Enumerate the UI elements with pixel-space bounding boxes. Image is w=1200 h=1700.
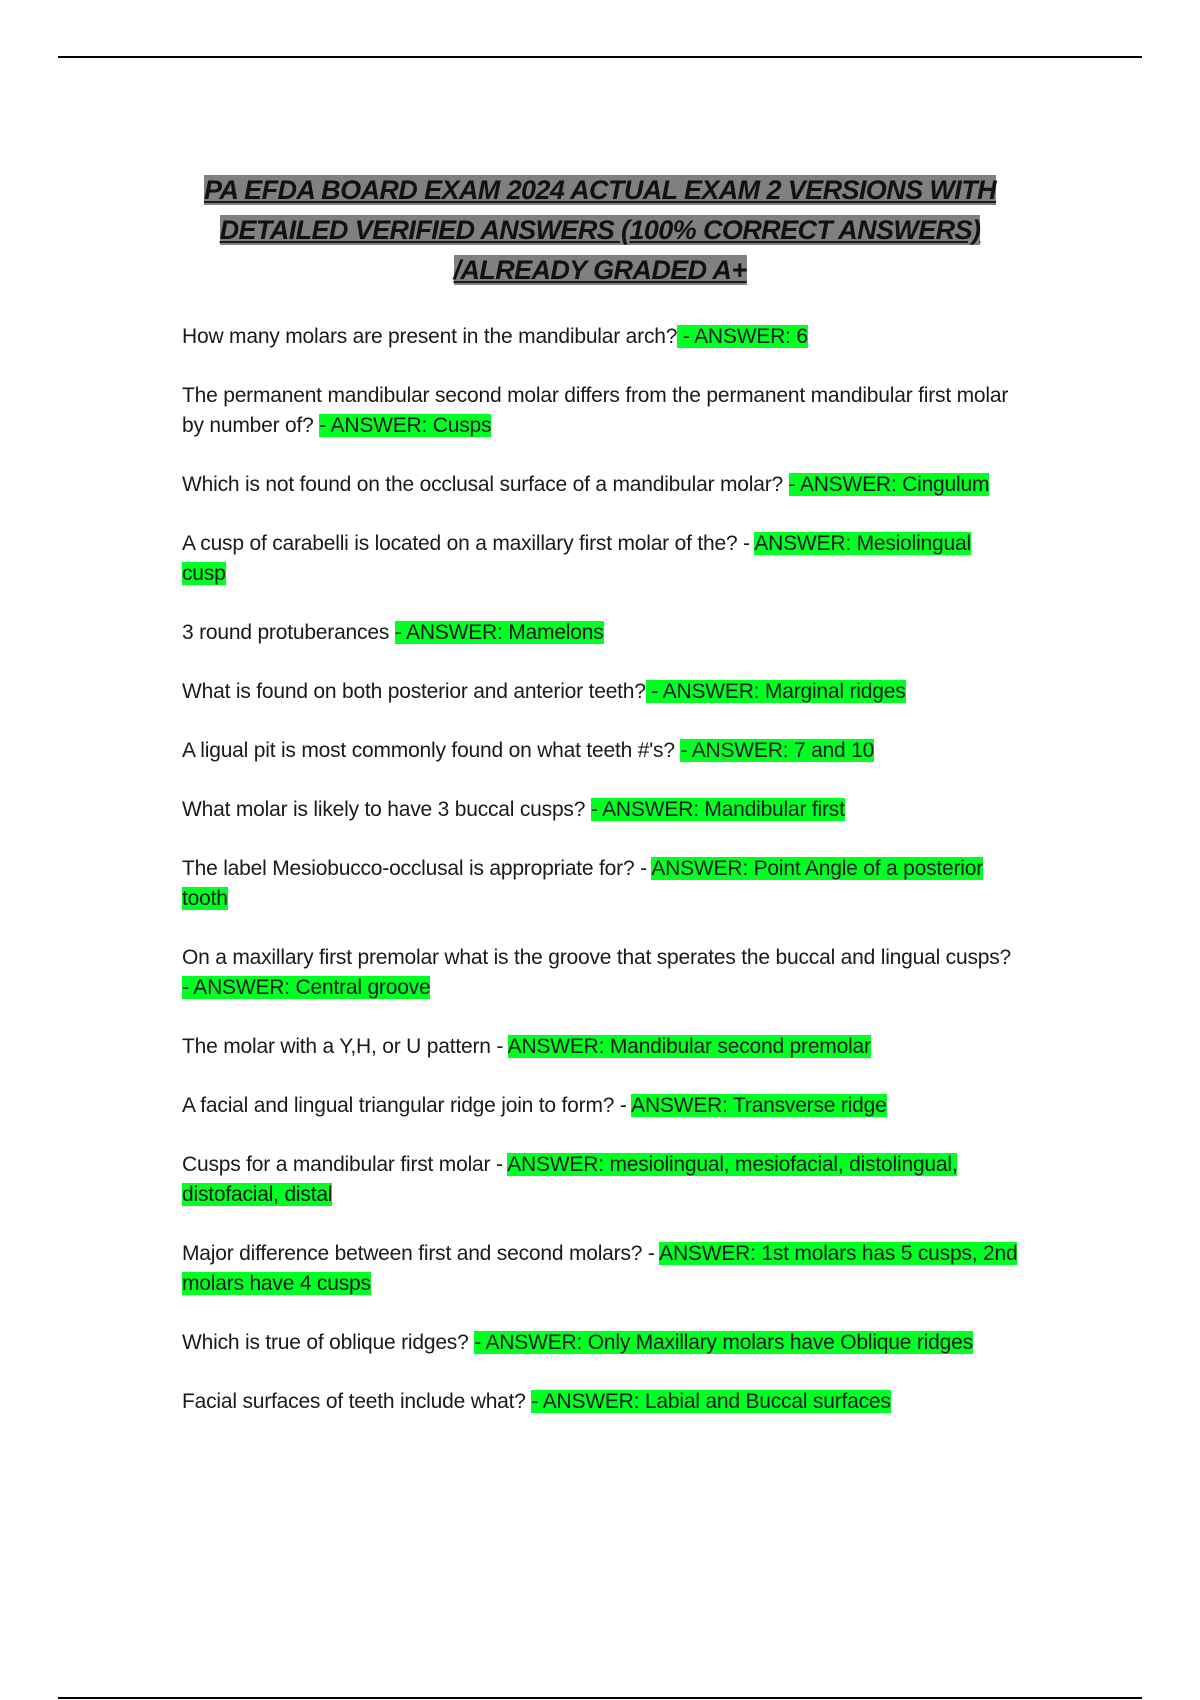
answer-text: ANSWER: 1st molars has 5 cusps, 2nd molars have 4 cusps — [182, 1242, 1018, 1295]
question-text: How many molars are present in the mandibular arch? — [182, 325, 678, 348]
question-text: Which is not found on the occlusal surface of a mandibular molar? — [182, 473, 789, 496]
question-text: Major difference between first and second molars? - — [182, 1242, 660, 1265]
question-text: A facial and lingual triangular ridge join to form? - — [182, 1094, 632, 1117]
qa-item — [182, 1091, 1018, 1121]
question-text: What is found on both posterior and anterior teeth? — [182, 680, 646, 703]
answer-text: ANSWER: Point Angle of a posterior tooth — [182, 857, 984, 910]
answer-text: - ANSWER: Labial and Buccal surfaces — [531, 1390, 891, 1413]
qa-item — [182, 1239, 1018, 1299]
answer-text: ANSWER: Mesiolingual cusp — [182, 532, 971, 585]
answer-text: - ANSWER: Only Maxillary molars have Oblique ridges — [474, 1331, 973, 1354]
qa-item — [182, 322, 1018, 352]
answer-text: - ANSWER: Mandibular first — [590, 798, 845, 821]
question-text: The label Mesiobucco-occlusal is appropriate for? - — [182, 857, 652, 880]
qa-item — [182, 1328, 1018, 1358]
question-text: 3 round protuberances — [182, 621, 395, 644]
qa-item — [182, 736, 1018, 766]
question-text: Which is true of oblique ridges? — [182, 1331, 475, 1354]
answer-text: - ANSWER: Mamelons — [394, 621, 604, 644]
question-text: The molar with a Y,H, or U pattern - — [182, 1035, 508, 1058]
answer-text: - ANSWER: Marginal ridges — [645, 680, 906, 703]
answer-text: - ANSWER: Central groove — [182, 976, 431, 999]
qa-list — [182, 322, 1018, 1446]
question-text: A cusp of carabelli is located on a maxillary first molar of the? - — [182, 532, 755, 555]
qa-item — [182, 854, 1018, 914]
answer-text: - ANSWER: Cingulum — [788, 473, 990, 496]
qa-item — [182, 1150, 1018, 1210]
qa-item — [182, 677, 1018, 707]
qa-item — [182, 1387, 1018, 1417]
qa-item — [182, 381, 1018, 441]
qa-item — [182, 795, 1018, 825]
answer-text: ANSWER: Mandibular second premolar — [507, 1035, 871, 1058]
document-title — [182, 170, 1018, 290]
answer-text: - ANSWER: 7 and 10 — [680, 739, 875, 762]
question-text: What molar is likely to have 3 buccal cusps? — [182, 798, 591, 821]
qa-item — [182, 529, 1018, 589]
question-text: Cusps for a mandibular first molar - — [182, 1153, 508, 1176]
qa-item — [182, 470, 1018, 500]
answer-text: - ANSWER: 6 — [677, 325, 808, 348]
question-text: On a maxillary first premolar what is the groove that sperates the buccal and lingual cusps? — [182, 946, 1012, 969]
header-rule — [58, 56, 1142, 58]
question-text: A ligual pit is most commonly found on what teeth #'s? — [182, 739, 681, 762]
footer-rule — [58, 1697, 1142, 1699]
qa-item — [182, 618, 1018, 648]
qa-item — [182, 943, 1018, 1003]
question-text: The permanent mandibular second molar differs from the permanent mandibular first molar by number of? — [182, 384, 1009, 437]
answer-text: - ANSWER: Cusps — [319, 414, 492, 437]
answer-text: ANSWER: Transverse ridge — [631, 1094, 887, 1117]
question-text: Facial surfaces of teeth include what? — [182, 1390, 532, 1413]
qa-item — [182, 1032, 1018, 1062]
answer-text: ANSWER: mesiolingual, mesiofacial, distolingual, distofacial, distal — [182, 1153, 958, 1206]
document-title-text: PA EFDA BOARD EXAM 2024 ACTUAL EXAM 2 VERSIONS WITH DETAILED VERIFIED ANSWERS (100% CORRECT ANSWERS) /ALREADY GRADED A+ — [203, 175, 996, 285]
